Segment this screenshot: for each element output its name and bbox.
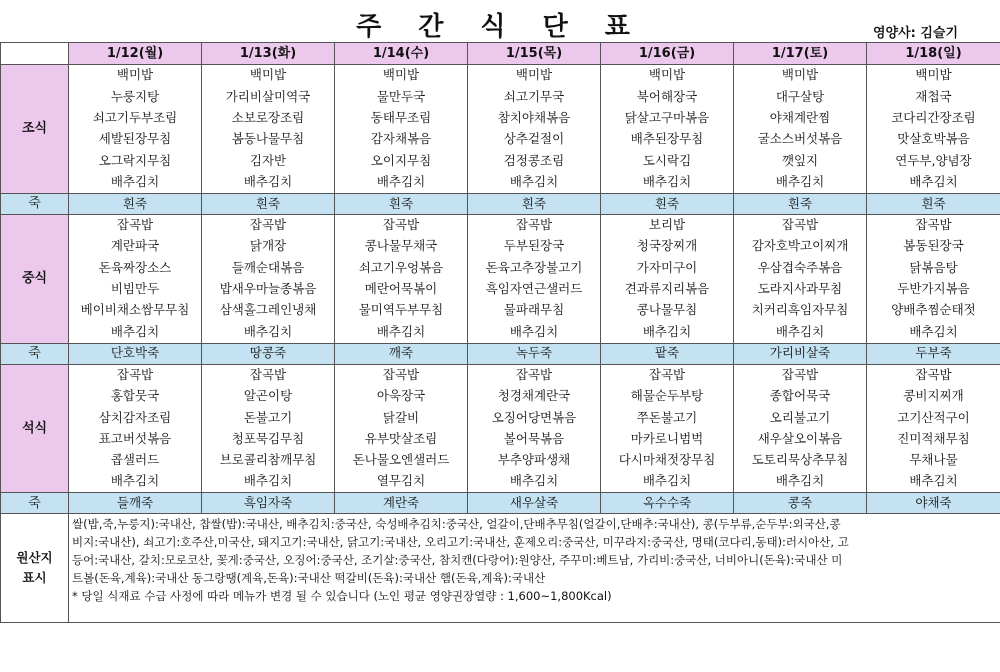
menu-item: 상추겉절이 [468, 129, 601, 150]
menu-item: 잡곡밥 [335, 364, 468, 386]
menu-item: 소보로장조림 [202, 108, 335, 129]
lunch-row [1, 321, 1000, 343]
menu-item: 참치야채볶음 [468, 108, 601, 129]
menu-item: 감자채볶음 [335, 129, 468, 150]
dinner-porridge-row [1, 493, 1000, 514]
menu-item: 잡곡밥 [734, 214, 867, 236]
menu-item: 콥샐러드 [69, 450, 202, 471]
menu-item: 보리밥 [601, 214, 734, 236]
porridge-item: 옥수수죽 [601, 493, 734, 514]
menu-item: 동태무조림 [335, 108, 468, 129]
menu-item: 삼색홀그레인냉채 [202, 300, 335, 321]
menu-item: 배추김치 [202, 471, 335, 493]
menu-item: 오리불고기 [734, 407, 867, 428]
porridge-item: 흰죽 [468, 193, 601, 214]
origin-line: * 당일 식재료 수급 사정에 따라 메뉴가 변경 될 수 있습니다 (노인 평균 영양권장열량 : 1,600~1,800Kcal) [72, 588, 612, 603]
breakfast-row [1, 108, 1000, 129]
menu-item: 야채계란찜 [734, 108, 867, 129]
menu-item: 잡곡밥 [335, 214, 468, 236]
menu-item: 유부맛살조림 [335, 428, 468, 449]
dinner-row [1, 471, 1000, 493]
porridge-label: 죽 [1, 193, 69, 214]
porridge-item: 흑임자죽 [202, 493, 335, 514]
menu-item: 종합어묵국 [734, 386, 867, 407]
date-header: 1/18(일) [867, 43, 1000, 65]
menu-item: 오그락지무침 [69, 150, 202, 171]
menu-item: 재첩국 [867, 86, 1000, 107]
breakfast-row [1, 150, 1000, 171]
header-corner [1, 43, 69, 65]
menu-item: 도토리묵상추무침 [734, 450, 867, 471]
menu-item: 백미밥 [601, 65, 734, 87]
dietitian-label: 영양사: 김슬기 [873, 26, 959, 41]
menu-item: 닭개장 [202, 236, 335, 257]
menu-item: 도시락김 [601, 150, 734, 171]
menu-item: 알곤이탕 [202, 386, 335, 407]
menu-item: 계란파국 [69, 236, 202, 257]
dinner-row [1, 364, 1000, 386]
menu-item: 백미밥 [468, 65, 601, 87]
porridge-item: 팥죽 [601, 343, 734, 364]
menu-item: 오이지무침 [335, 150, 468, 171]
menu-item: 배추김치 [601, 321, 734, 343]
menu-item: 마카로니범벅 [601, 428, 734, 449]
menu-item: 배추김치 [601, 471, 734, 493]
menu-item: 코다리간장조림 [867, 108, 1000, 129]
origin-line: 쌀(밥,죽,누룽지):국내산, 찹쌀(밥):국내산, 배추김치:중국산, 숙성배추김치:중국산, 얼갈이,단배추무침(얼갈이,단배추:국내산), 콩(두부류,순두부:외국산,콩 [72, 517, 841, 532]
menu-item: 새우살오이볶음 [734, 428, 867, 449]
menu-item: 누룽지탕 [69, 86, 202, 107]
dinner-row [1, 386, 1000, 407]
menu-item: 배추김치 [202, 171, 335, 193]
menu-item: 도라지사과무침 [734, 279, 867, 300]
menu-item: 쇠고기두부조림 [69, 108, 202, 129]
menu-item: 브로콜리참깨무침 [202, 450, 335, 471]
menu-item: 배추김치 [335, 171, 468, 193]
menu-item: 청포묵김무침 [202, 428, 335, 449]
menu-item: 봄동된장국 [867, 236, 1000, 257]
date-header: 1/16(금) [601, 43, 734, 65]
weekly-menu-table [0, 42, 1000, 623]
lunch-row [1, 214, 1000, 236]
page-title: 주 간 식 단 표 [356, 12, 644, 42]
menu-item: 물미역두부무침 [335, 300, 468, 321]
menu-item: 잡곡밥 [867, 364, 1000, 386]
menu-item: 닭갈비 [335, 407, 468, 428]
menu-item: 쇠고기무국 [468, 86, 601, 107]
menu-item: 쇠고기우엉볶음 [335, 257, 468, 278]
porridge-item: 콩죽 [734, 493, 867, 514]
lunch-label: 중식 [1, 214, 69, 343]
origin-line: 비지:국내산), 쇠고기:호주산,미국산, 돼지고기:국내산, 닭고기:국내산, 오리고기:국내산, 훈제오리:중국산, 미꾸라지:중국산, 명태(코다리,동태):러시아산, 고 [72, 535, 849, 550]
menu-item: 돈불고기 [202, 407, 335, 428]
menu-item: 배추된장무침 [601, 129, 734, 150]
porridge-item: 두부죽 [867, 343, 1000, 364]
menu-item: 다시마채젓장무침 [601, 450, 734, 471]
date-header: 1/14(수) [335, 43, 468, 65]
menu-item: 홍합뭇국 [69, 386, 202, 407]
menu-item: 배추김치 [867, 171, 1000, 193]
menu-item: 배추김치 [468, 171, 601, 193]
breakfast-row [1, 86, 1000, 107]
menu-item: 배추김치 [867, 321, 1000, 343]
menu-item: 배추김치 [867, 471, 1000, 493]
menu-item: 두반가지볶음 [867, 279, 1000, 300]
date-header: 1/13(화) [202, 43, 335, 65]
menu-item: 배추김치 [734, 171, 867, 193]
menu-item: 들깨순대볶음 [202, 257, 335, 278]
menu-item: 고기산적구이 [867, 407, 1000, 428]
origin-label-line: 표시 [22, 570, 47, 586]
menu-item: 잡곡밥 [867, 214, 1000, 236]
porridge-item: 단호박죽 [69, 343, 202, 364]
menu-item: 삼치감자조림 [69, 407, 202, 428]
menu-item: 돈육고추장불고기 [468, 257, 601, 278]
menu-item: 검정콩조림 [468, 150, 601, 171]
menu-item: 백미밥 [335, 65, 468, 87]
menu-item: 배추김치 [335, 321, 468, 343]
menu-item: 잡곡밥 [601, 364, 734, 386]
menu-item: 물파래무침 [468, 300, 601, 321]
porridge-item: 깨죽 [335, 343, 468, 364]
menu-item: 견과류지리볶음 [601, 279, 734, 300]
breakfast-label: 조식 [1, 65, 69, 194]
origin-line: 트볼(돈육,계육):국내산 동그랑땡(계육,돈육):국내산 떡갈비(돈육):국내산 햄(돈육,계육):국내산 [72, 571, 546, 586]
menu-item: 부추양파생채 [468, 450, 601, 471]
dinner-label: 석식 [1, 364, 69, 493]
lunch-row [1, 300, 1000, 321]
menu-item: 잡곡밥 [734, 364, 867, 386]
porridge-item: 흰죽 [69, 193, 202, 214]
porridge-item: 녹두죽 [468, 343, 601, 364]
breakfast-porridge-row [1, 193, 1000, 214]
menu-item: 감자호박고이찌개 [734, 236, 867, 257]
menu-item: 가자미구이 [601, 257, 734, 278]
lunch-row [1, 257, 1000, 278]
menu-item: 열무김치 [335, 471, 468, 493]
menu-item: 잡곡밥 [468, 364, 601, 386]
dinner-row [1, 450, 1000, 471]
menu-item: 볼어묵볶음 [468, 428, 601, 449]
origin-row [1, 514, 1000, 623]
porridge-item: 흰죽 [601, 193, 734, 214]
menu-item: 굴소스버섯볶음 [734, 129, 867, 150]
menu-item: 흑임자연근샐러드 [468, 279, 601, 300]
menu-item: 배추김치 [734, 321, 867, 343]
menu-item: 잡곡밥 [69, 214, 202, 236]
menu-item: 잡곡밥 [202, 364, 335, 386]
menu-item: 백미밥 [69, 65, 202, 87]
breakfast-row [1, 129, 1000, 150]
menu-item: 잡곡밥 [202, 214, 335, 236]
menu-item: 콩나물무채국 [335, 236, 468, 257]
menu-item: 배추김치 [734, 471, 867, 493]
menu-item: 청경채계란국 [468, 386, 601, 407]
menu-item: 해물순두부탕 [601, 386, 734, 407]
menu-item: 진미적채무침 [867, 428, 1000, 449]
menu-item: 메란어묵볶이 [335, 279, 468, 300]
menu-item: 양배추찜순태젓 [867, 300, 1000, 321]
menu-item: 배추김치 [468, 471, 601, 493]
lunch-row [1, 279, 1000, 300]
menu-item: 돈나물오엔샐러드 [335, 450, 468, 471]
menu-item: 돈육짜장소스 [69, 257, 202, 278]
porridge-item: 계란죽 [335, 493, 468, 514]
menu-item: 배추김치 [202, 321, 335, 343]
menu-item: 대구살탕 [734, 86, 867, 107]
origin-text [69, 514, 1000, 623]
breakfast-row [1, 65, 1000, 87]
menu-item: 두부된장국 [468, 236, 601, 257]
porridge-item: 새우살죽 [468, 493, 601, 514]
menu-item: 표고버섯볶음 [69, 428, 202, 449]
menu-item: 배추김치 [468, 321, 601, 343]
menu-item: 배추김치 [69, 471, 202, 493]
menu-item: 닭살고구마볶음 [601, 108, 734, 129]
porridge-label: 죽 [1, 343, 69, 364]
porridge-item: 흰죽 [202, 193, 335, 214]
menu-item: 세발된장무침 [69, 129, 202, 150]
menu-item: 깻잎지 [734, 150, 867, 171]
menu-item: 백미밥 [734, 65, 867, 87]
porridge-item: 야채죽 [867, 493, 1000, 514]
lunch-row [1, 236, 1000, 257]
origin-label [1, 514, 69, 623]
menu-item: 밥새우마늘종볶음 [202, 279, 335, 300]
menu-item: 잡곡밥 [468, 214, 601, 236]
menu-item: 베이비채소쌈무무침 [69, 300, 202, 321]
menu-item: 쭈돈불고기 [601, 407, 734, 428]
menu-item: 잡곡밥 [69, 364, 202, 386]
menu-item: 배추김치 [601, 171, 734, 193]
date-header-row [1, 43, 1000, 65]
porridge-item: 들깨죽 [69, 493, 202, 514]
origin-line: 등어:국내산, 갈치:모로코산, 꽃게:중국산, 오징어:중국산, 조기살:중국산, 참치캔(다랑어):원양산, 주꾸미:베트남, 가리비:중국산, 너비아니(돈육):국내산 미 [72, 553, 843, 568]
menu-item: 오징어당면볶음 [468, 407, 601, 428]
menu-item: 비빔만두 [69, 279, 202, 300]
porridge-item: 흰죽 [867, 193, 1000, 214]
origin-label-line: 원산지 [16, 550, 53, 566]
menu-item: 봄동나물무침 [202, 129, 335, 150]
menu-item: 우삼겹숙주볶음 [734, 257, 867, 278]
menu-item: 치커리흑임자무침 [734, 300, 867, 321]
menu-item: 연두부,양념장 [867, 150, 1000, 171]
menu-item: 김자반 [202, 150, 335, 171]
date-header: 1/17(토) [734, 43, 867, 65]
menu-item: 닭볶음탕 [867, 257, 1000, 278]
dinner-row [1, 428, 1000, 449]
porridge-label: 죽 [1, 493, 69, 514]
menu-item: 물만두국 [335, 86, 468, 107]
dinner-row [1, 407, 1000, 428]
menu-item: 콩나물무침 [601, 300, 734, 321]
menu-item: 맛살호박볶음 [867, 129, 1000, 150]
menu-item: 콩비지찌개 [867, 386, 1000, 407]
menu-item: 청국장찌개 [601, 236, 734, 257]
date-header: 1/12(월) [69, 43, 202, 65]
breakfast-row [1, 171, 1000, 193]
porridge-item: 가리비살죽 [734, 343, 867, 364]
porridge-item: 땅콩죽 [202, 343, 335, 364]
porridge-item: 흰죽 [335, 193, 468, 214]
date-header: 1/15(목) [468, 43, 601, 65]
menu-item: 백미밥 [867, 65, 1000, 87]
porridge-item: 흰죽 [734, 193, 867, 214]
menu-item: 백미밥 [202, 65, 335, 87]
menu-item: 가리비살미역국 [202, 86, 335, 107]
menu-item: 아욱장국 [335, 386, 468, 407]
lunch-porridge-row [1, 343, 1000, 364]
menu-item: 배추김치 [69, 321, 202, 343]
menu-item: 북어해장국 [601, 86, 734, 107]
menu-item: 배추김치 [69, 171, 202, 193]
menu-item: 무채나물 [867, 450, 1000, 471]
